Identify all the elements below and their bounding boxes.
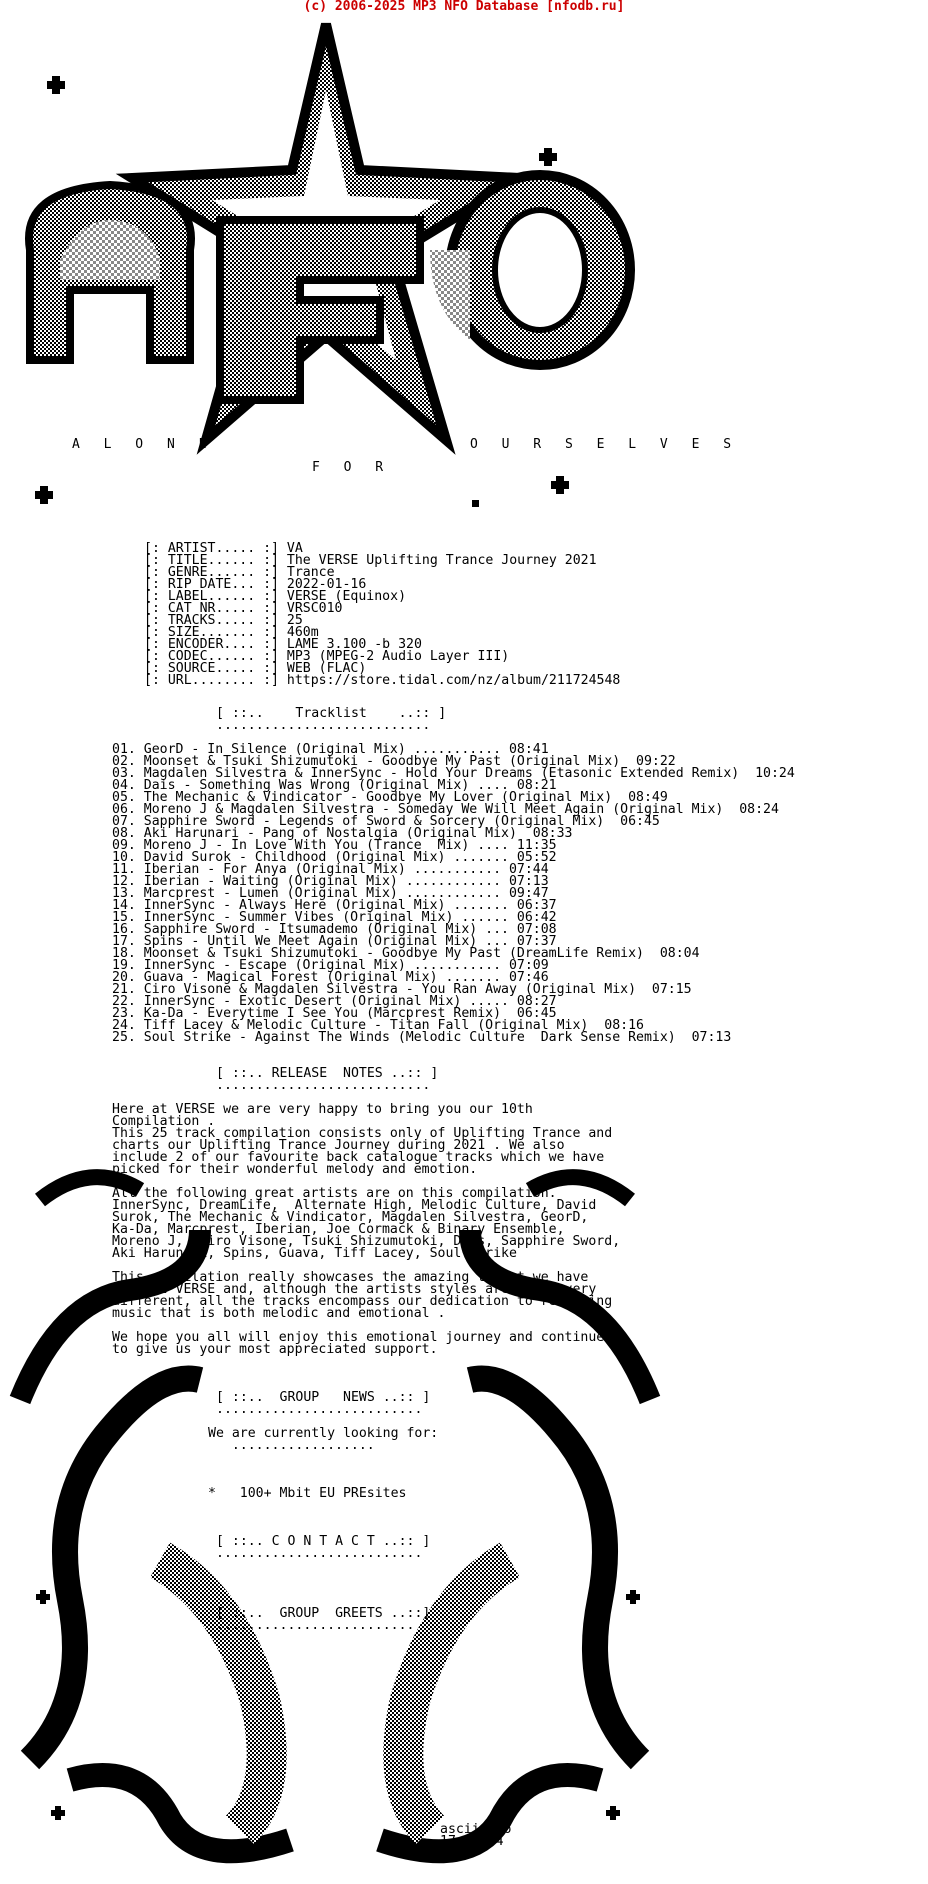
track-line: 06. Moreno J & Magdalen Silvestra - Someday We Will Meet Again (Original Mix) 08:24 — [112, 802, 779, 817]
track-line: 12. Iberian - Waiting (Original Mix) ............ 07:13 — [112, 874, 549, 889]
track-line: 11. Iberian - For Anya (Original Mix) ........... 07:44 — [112, 862, 549, 877]
track-line: 23. Ka-Da - Everytime I See You (Marcprest Remix) 06:45 — [112, 1006, 557, 1021]
notes-line: here at VERSE and, although the artists styles are often very — [112, 1282, 597, 1297]
notes-line: different, all the tracks encompass our dedication to releasing — [112, 1294, 613, 1309]
track-line: 20. Guava - Magical Forest (Original Mix) ....... 07:46 — [112, 970, 549, 985]
track-line: 14. InnerSync - Always Here (Original Mix) ....... 06:37 — [112, 898, 557, 913]
track-line: 21. Ciro Visone & Magdalen Silvestra - You Ran Away (Original Mix) 07:15 — [112, 982, 692, 997]
track-line: 02. Moonset & Tsuki Shizumutoki - Goodbye My Past (Original Mix) 09:22 — [112, 754, 676, 769]
site-header: (c) 2006-2025 MP3 NFO Database [nfodb.ru] — [303, 0, 625, 14]
notes-line: This compilation really showcases the amazing talent we have — [112, 1270, 589, 1285]
info-line: [: URL........ :] https://store.tidal.com/nz/album/211724548 — [144, 673, 621, 688]
notes-line: charts our Uplifting Trance Journey during 2021 . We also — [112, 1138, 565, 1153]
notes-line: We hope you all will enjoy this emotional journey and continue — [112, 1330, 605, 1345]
info-line: [: CODEC...... :] MP3 (MPEG-2 Audio Layer III) — [144, 649, 510, 664]
track-line: 01. GeorD - In Silence (Original Mix) ........... 08:41 — [112, 742, 549, 757]
tracklist — [112, 744, 795, 1044]
notes-line: include 2 of our favourite back catalogue tracks which we have — [112, 1150, 605, 1165]
release-info-block — [144, 543, 620, 687]
notes-line: This 25 track compilation consists only of Uplifting Trance and — [112, 1126, 613, 1141]
notes-line: InnerSync, DreamLife, Alternate High, Melodic Culture, David — [112, 1198, 597, 1213]
contact-title: [ ::.. C O N T A C T ..:: ] .......................... — [216, 1534, 431, 1561]
tracklist-title: [ ::.. Tracklist ..:: ] ........................... — [216, 706, 447, 733]
info-line: [: ENCODER.... :] LAME 3.100 -b 320 — [144, 637, 422, 652]
info-line: [: CAT NR..... :] VRSC010 — [144, 601, 343, 616]
track-line: 18. Moonset & Tsuki Shizumutoki - Goodbye My Past (DreamLife Remix) 08:04 — [112, 946, 700, 961]
looking-for-text: We are currently looking for: .................. — [208, 1426, 439, 1453]
track-line: 24. Tiff Lacey & Melodic Culture - Titan Fall (Original Mix) 08:16 — [112, 1018, 644, 1033]
notes-line: picked for their wonderful melody and emotion. — [112, 1162, 478, 1177]
track-line: 05. The Mechanic & Vindicator - Goodbye My Lover (Original Mix) 08:49 — [112, 790, 668, 805]
track-line: 03. Magdalen Silvestra & InnerSync - Hold Your Dreams (Etasonic Extended Remix) 10:24 — [112, 766, 795, 781]
track-line: 09. Moreno J - In Love With You (Trance Mix) .... 11:35 — [112, 838, 557, 853]
track-line: 07. Sapphire Sword - Legends of Sword & Sorcery (Original Mix) 06:45 — [112, 814, 660, 829]
info-line: [: TITLE...... :] The VERSE Uplifting Trance Journey 2021 — [144, 553, 597, 568]
notes-line: Moreno J, Ciro Visone, Tsuki Shizumutoki, Dais, Sapphire Sword, — [112, 1234, 621, 1249]
notes-line: to give us your most appreciated support. — [112, 1342, 438, 1357]
notes-line: music that is both melodic and emotional . — [112, 1306, 446, 1321]
signature: ascii.afo 17.02.04 — [440, 1822, 512, 1849]
info-line: [: SIZE....... :] 460m — [144, 625, 319, 640]
info-line: [: RIP DATE... :] 2022-01-16 — [144, 577, 367, 592]
track-line: 16. Sapphire Sword - Itsumademo (Original Mix) ... 07:08 — [112, 922, 557, 937]
info-line: [: ARTIST..... :] VA — [144, 541, 303, 556]
info-line: [: GENRE...... :] Trance — [144, 565, 335, 580]
track-line: 25. Soul Strike - Against The Winds (Melodic Culture Dark Sense Remix) 07:13 — [112, 1030, 732, 1045]
notes-line: Aki Harunari, Spins, Guava, Tiff Lacey, Soul Strike — [112, 1246, 517, 1261]
info-line: [: LABEL...... :] VERSE (Equinox) — [144, 589, 407, 604]
looking-for-item: * 100+ Mbit EU PREsites — [208, 1486, 407, 1501]
info-line: [: TRACKS..... :] 25 — [144, 613, 303, 628]
track-line: 22. InnerSync - Exotic Desert (Original Mix) ..... 08:27 — [112, 994, 557, 1009]
info-line: [: SOURCE..... :] WEB (FLAC) — [144, 661, 367, 676]
notes-line: Surok, The Mechanic & Vindicator, Magdalen Silvestra, GeorD, — [112, 1210, 589, 1225]
track-line: 15. InnerSync - Summer Vibes (Original Mix) ...... 06:42 — [112, 910, 557, 925]
track-line: 17. Spins - Until We Meet Again (Original Mix) ... 07:37 — [112, 934, 557, 949]
notes-line: Ka-Da, Marcprest, Iberian, Joe Cormack & Binary Ensemble, — [112, 1222, 565, 1237]
notes-line: Here at VERSE we are very happy to bring you our 10th — [112, 1102, 533, 1117]
release-notes-title: [ ::.. RELEASE NOTES ..:: ] ........................... — [216, 1066, 439, 1093]
track-line: 13. Marcprest - Lumen (Original Mix) ............ 09:47 — [112, 886, 549, 901]
group-greets-title: [ ::.. GROUP GREETS ..::] ......................... — [216, 1606, 431, 1633]
track-line: 08. Aki Harunari - Pang of Nostalgia (Original Mix) 08:33 — [112, 826, 573, 841]
logo-word-ourselves: O U R S E L V E S — [470, 437, 740, 452]
logo-word-for: F O R — [312, 460, 392, 475]
track-line: 04. Dais - Something Was Wrong (Original Mix) .... 08:21 — [112, 778, 557, 793]
release-notes — [112, 1104, 620, 1356]
track-line: 19. InnerSync - Escape (Original Mix) ........... 07:09 — [112, 958, 549, 973]
track-line: 10. David Surok - Childhood (Original Mix) ....... 05:52 — [112, 850, 557, 865]
group-news-title: [ ::.. GROUP NEWS ..:: ] .......................... — [216, 1390, 431, 1417]
logo-word-alone: A L O N E — [72, 437, 215, 452]
notes-line: All the following great artists are on this compilation. — [112, 1186, 557, 1201]
notes-line: Compilation . — [112, 1114, 216, 1129]
